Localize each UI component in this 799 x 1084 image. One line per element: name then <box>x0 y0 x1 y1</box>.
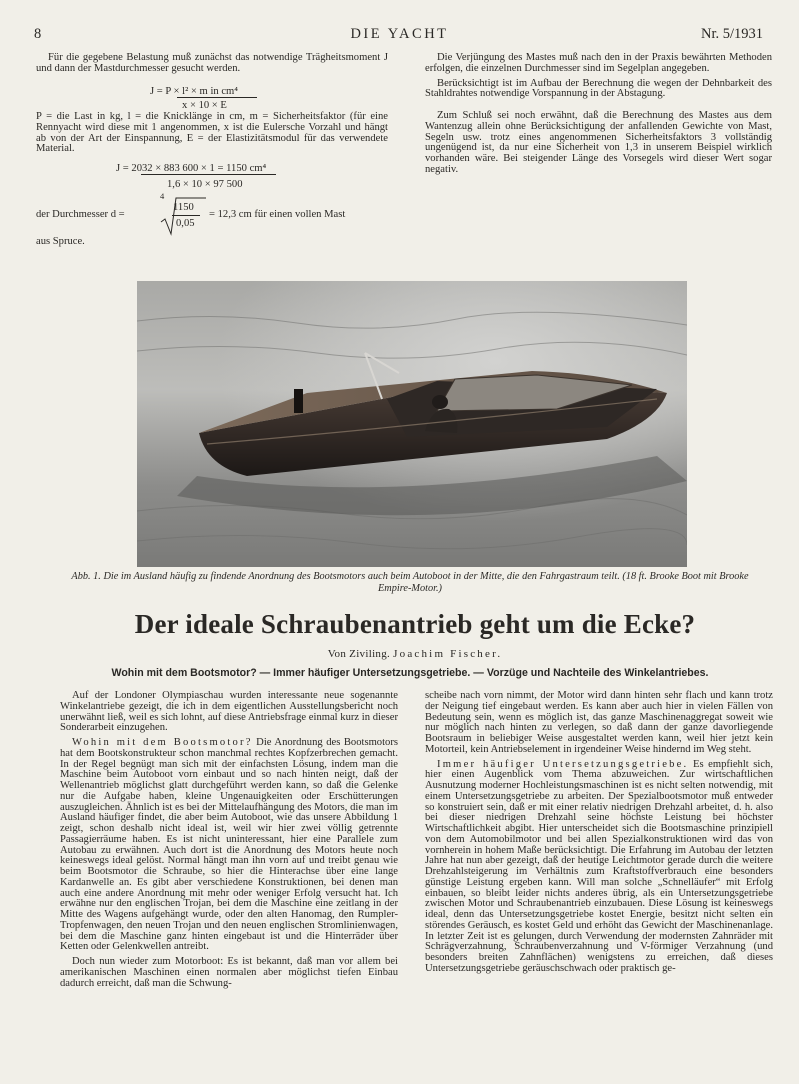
paragraph: Berücksichtigt ist im Aufbau der Berechnung die wegen der Dehnbarkeit des Stahldrahtes notwendige Vorspannung in der Abstagung. <box>425 77 772 100</box>
root-index: 4 <box>160 191 165 201</box>
paragraph: P = die Last in kg, l = die Knicklänge in cm, m = Sicherheitsfaktor (für eine Rennyacht wird diese mit 1 angenommen, x ist die Eulersche Vorzahl und hängt ab von der Art der Einspannung, E = der Elastizitätsmodul für das verwendete Material. <box>36 111 388 155</box>
fraction-bar <box>172 215 200 216</box>
issue-number: Nr. 5/1931 <box>700 26 763 42</box>
paragraph: Doch nun wieder zum Motorboot: Es ist bekannt, daß man vor allem bei amerikanischen Maschinen einen normalen aber möglichst tiefen Einbau dadurch erreicht, daß man die Schwung- <box>60 956 398 989</box>
byline-prefix: Von Ziviling. <box>327 648 391 660</box>
top-left-column <box>36 53 388 75</box>
author-name: Joachim Fischer. <box>393 648 503 660</box>
fraction-bar <box>141 174 276 175</box>
definitions-paragraph <box>36 112 388 155</box>
paragraph: Die Verjüngung des Mastes muß nach den in der Praxis bewährten Methoden erfolgen, die einzelnen Durchmesser sind im Segelplan angegeben. <box>425 52 772 74</box>
paragraph-text: Die Anordnung des Bootsmotors hat dem Bootskonstrukteur schon manchmal rechtes Kopfzerbrechen gemacht. In der Regel begnügt man sich mit der einfachsten Lösung, indem man die Maschine beim Autoboot vorn einbaut und so nach hinten neigt, daß der Wellenantrieb möglichst glatt durchgeführt werden kann, so daß die Gelenke nur die Aufgabe haben, kleine Ungenauigkeiten oder Erschütterungen auszugleichen. Ähnlich ist es bei der Mittelaufhängung des Motors, die man im Ausland häufiger findet, die aber beim Autoboot, wie das unsere Abbildung 1 zeigt, schon deshalb nicht ideal ist, weil wir hier zwei völlig getrennte Passagierräume haben. Es ist nicht uninteressant, hier eine Parallele zum Autobau zu erwähnen. Auch dort ist die Anordnung des Motors heute noch keineswegs ideal gelöst. Normal hängt man ihn vorn auf und treibt genau wie beim Bootsmotor die Schraube, so hier die Hinterachse über eine lange Kardanwelle an. Es gibt aber verschiedene Konstruktionen, bei denen man auch eine andere Anordnung mit mehr oder weniger Erfolg versucht hat. Ich erwähne nur den englischen Trojan, bei dem die Maschine eine zeitlang in der Mitte des Wagens aufgehängt wurde, oder den alten Hanomag, den Rumpler-Tropfenwagen, den neuen Trojan und den neuen englischen Stromlinienwagen, bei dem die Maschine ganz hinten eingebaut ist und die Hinterräder über Ketten oder Gelenkwellen antreibt. <box>60 737 398 953</box>
section-lead: Immer häufiger Untersetzungsgetriebe. <box>437 758 689 770</box>
page-number: 8 <box>34 26 42 42</box>
article-deck: Wohin mit dem Bootsmotor? — Immer häufiger Untersetzungsgetriebe. — Vorzüge und Nachteile des Winkelantriebes. <box>111 667 709 679</box>
closing-text: aus Spruce. <box>36 236 85 247</box>
paragraph: Für die gegebene Belastung muß zunächst das notwendige Trägheitsmoment J und dann der Mastdurchmesser gesucht werden. <box>36 52 388 74</box>
formula-denominator: 1,6 × 10 × 97 500 <box>167 179 243 190</box>
byline <box>0 648 799 660</box>
paragraph <box>425 760 773 975</box>
root-numerator: 1150 <box>173 202 194 213</box>
article-right-column <box>425 691 773 975</box>
paragraph <box>60 738 398 953</box>
section-lead: Wohin mit dem Bootsmotor? <box>72 737 253 748</box>
formula-inertia: J = P × l² × m in cm⁴ <box>150 86 238 97</box>
paragraph: Zum Schluß sei noch erwähnt, daß die Berechnung des Mastes aus dem Wantenzug allein ohne Berücksichtigung der anfallenden Gewichte von Mast, Segeln usw. trotz eines angenommenen Sicherheitsfaktors 3 vollständig ungenügend ist, da nur eine Sicherheit von 1,3 in unserem Beispiel wirklich vorhanden wäre. Bei steigender Länge des Vorsegels wird dieser Wert sogar negativ. <box>425 110 772 175</box>
top-right-column <box>425 53 772 176</box>
root-denominator: 0,05 <box>176 218 195 229</box>
article-title: Der ideale Schraubenantrieb geht um die Ecke? <box>134 609 696 639</box>
fraction-bar <box>177 97 257 98</box>
journal-title: DIE YACHT <box>350 26 449 42</box>
article-left-column <box>60 691 398 989</box>
formula-inertia-numeric: J = 2032 × 883 600 × 1 = 1150 cm⁴ <box>116 163 267 174</box>
paragraph: Auf der Londoner Olympiaschau wurden interessante neue sogenannte Winkelantriebe gezeigt, die ich in dem eigentlichen Ausstellungsbericht noch unerwähnt ließ, weil es sich lohnt, auf diese Antriebsfrage einmal kurz in dieser Sonderarbeit einzugehen. <box>60 690 398 734</box>
figure-caption: Abb. 1. Die im Ausland häufig zu findende Anordnung des Bootsmotors auch beim Autoboot in der Mitte, die den Fahrgastraum teilt. (18 ft. Brooke Boot mit Brooke Empire-Motor.) <box>71 571 749 594</box>
paragraph: scheibe nach vorn nimmt, der Motor wird dann hinten sehr flach und kann trotz der Neigung tief eingebaut werden. Es kann aber auch hier in vielen Fällen von Bedeutung sein, wenn es möglich ist, das ganze Maschinenaggregat soweit wie nur möglich nach hinten zu verlegen, so daß dann der ganze davorliegende Bootsraum in beliebiger Weise ausgestaltet werden kann, weil hier jetzt kein Motorteil, kein Antriebselement in irgendeiner Weise hindernd im Weg steht. <box>425 690 773 755</box>
diameter-result: = 12,3 cm für einen vollen Mast <box>209 209 346 220</box>
boat-photo <box>137 281 687 567</box>
paragraph-text: Es empfiehlt sich, hier einen Augenblick vom Thema abzuweichen. Zur wirtschaftlichen Ausnutzung moderner Hochleistungsmaschinen ist es nicht selten notwendig, mit einem Untersetzungsgetriebe zu arbeiten. Der Spezialbootsmotor muß entweder so konstruiert sein, daß er mit einer relativ niedrigen Drehzahl arbeitet, d. h. also bei dieser niedrigen Drehzahl seine höchste Leistung bei höchster Wirtschaftlichkeit abgibt. Hier unterscheidet sich die Bootsmaschine prinzipiell von dem Automobilmotor und bei allen Spezialkonstruktionen wird das von vornherein in hohem Maße berücksichtigt. Die Erfahrung im Autobau der letzten Jahre hat nun aber gezeigt, daß der heutige Leichtmotor gerade durch die weitere Drehzahlsteigerung im Verhältnis zum Kraftstoffverbrauch eine besonders günstige Leistung ergeben kann. Will man solche „Schnelläufer“ mit Erfolg einbauen, so bleibt leider nichts anderes übrig, als ein Untersetzungsgetriebe zwischen Motor und Schraubenantrieb einzubauen. Diese Lösung ist keineswegs ideal, denn das Untersetzungsgetriebe kostet Energie, besitzt nicht selten ein störendes Geräusch, es kostet Geld und erhöht das Gewicht der Maschinenanlage. In letzter Zeit ist es gelungen, durch Verwendung der modernsten Zahnräder mit Schrägverzahnung, Schraubenverzahnung und V-förmiger Verzahnung (und besonders breiten Zahnflächen) wenigstens zu erreichen, daß dieses Untersetzungsgetriebe geräuschschwach oder praktisch ge- <box>425 758 773 974</box>
formula-denominator: x × 10 × E <box>182 100 227 111</box>
diameter-label: der Durchmesser d = <box>36 209 125 220</box>
